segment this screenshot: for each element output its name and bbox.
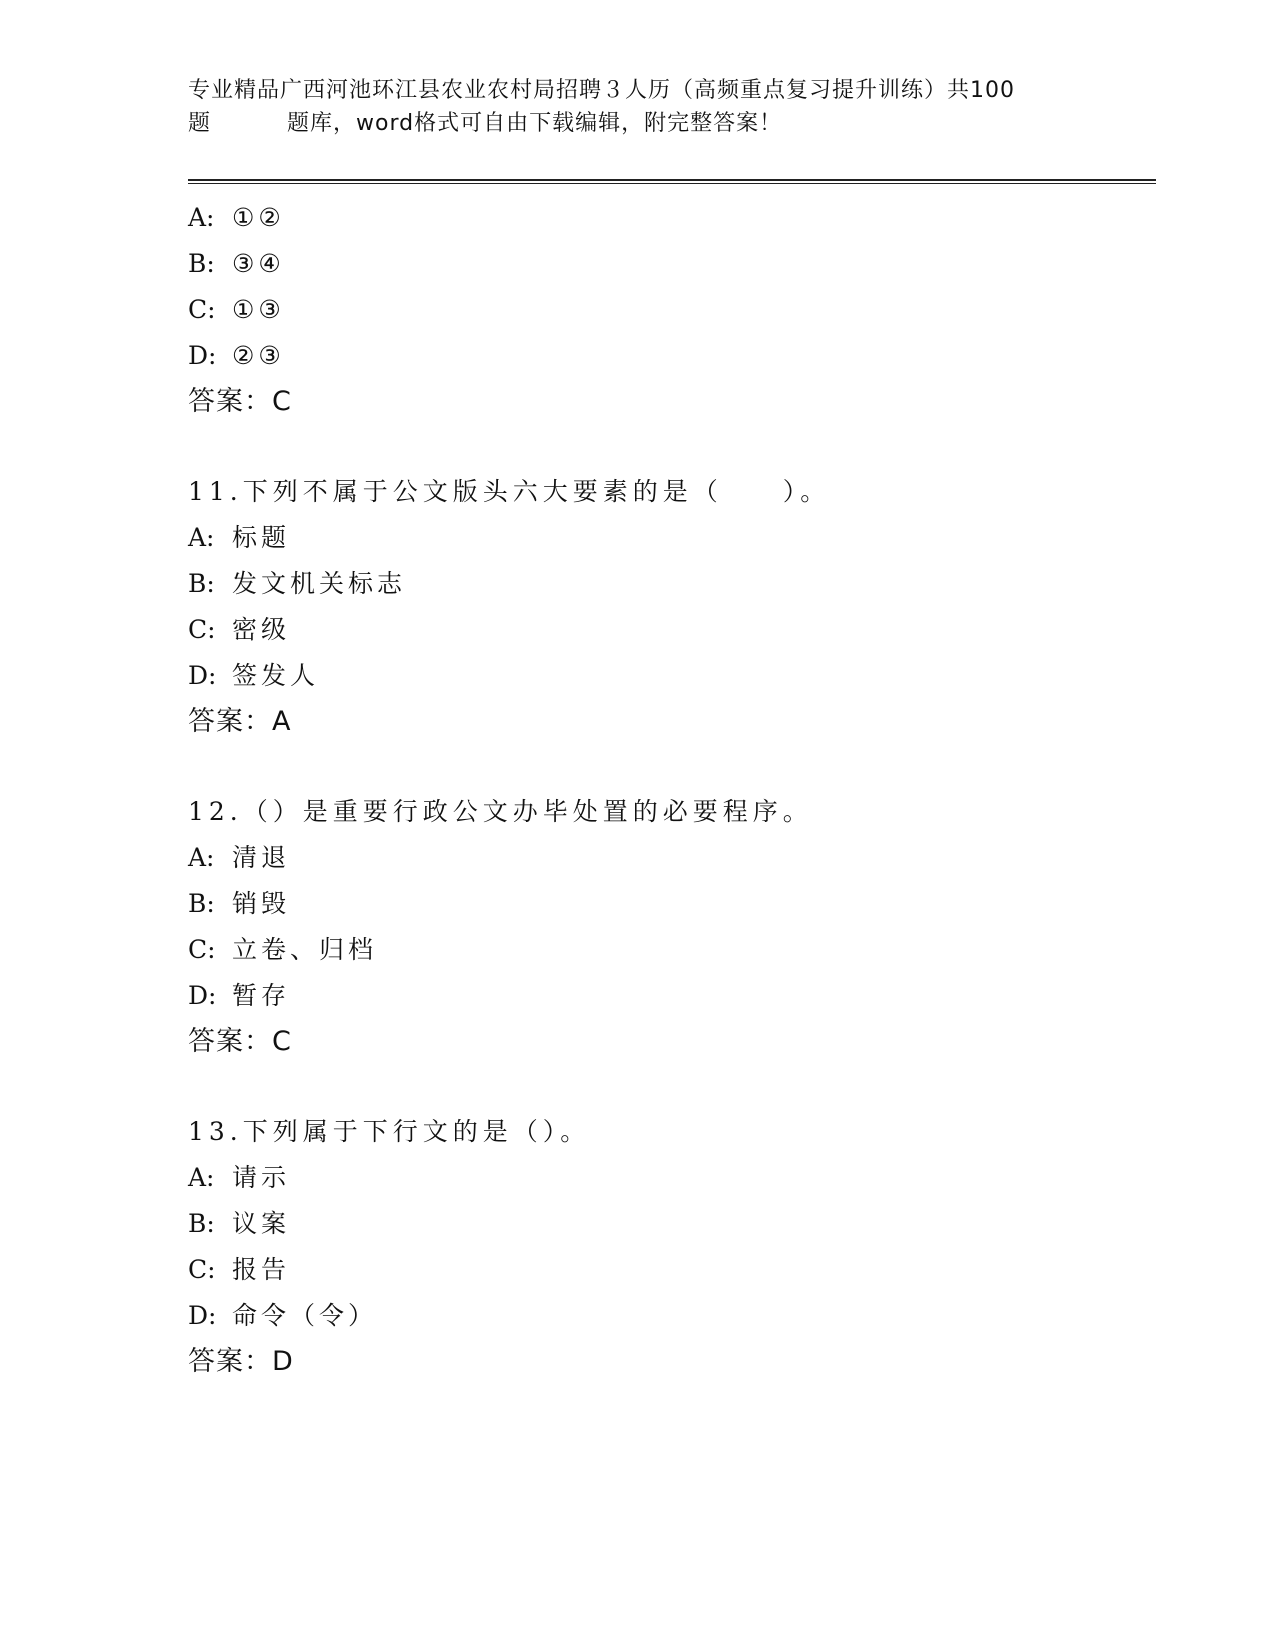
option-label: C: <box>188 1255 216 1284</box>
option-row <box>188 561 1148 607</box>
option-text: ③④ <box>232 249 285 278</box>
question-stem: 12.（）是重要行政公文办毕处置的必要程序。 <box>188 797 813 826</box>
option-row <box>188 653 1148 699</box>
option-row <box>188 607 1148 653</box>
option-row <box>188 835 1148 881</box>
option-row <box>188 1293 1148 1339</box>
header-line2-rest: 题库，word格式可自由下载编辑，附完整答案！ <box>287 111 783 136</box>
option-text: ②③ <box>232 341 285 370</box>
option-label: D: <box>188 1301 217 1330</box>
option-label: A: <box>188 203 215 232</box>
header-divider-thick <box>188 179 1156 181</box>
option-label: D: <box>188 341 217 370</box>
option-text: 命令（令） <box>232 1301 378 1330</box>
option-label: D: <box>188 661 217 690</box>
answer-line: 答案：C <box>188 1026 292 1057</box>
option-label: A: <box>188 843 215 872</box>
option-text: 请示 <box>232 1163 291 1192</box>
option-row <box>188 927 1148 973</box>
option-text: ①③ <box>232 295 285 324</box>
option-text: 立卷、归档 <box>232 935 378 964</box>
option-label: C: <box>188 935 216 964</box>
document-header <box>188 74 1088 140</box>
option-row <box>188 515 1148 561</box>
option-label: C: <box>188 295 216 324</box>
option-row <box>188 1201 1148 1247</box>
option-label: B: <box>188 249 215 278</box>
answer-line: 答案：C <box>188 386 292 417</box>
option-text: 报告 <box>232 1255 291 1284</box>
option-label: B: <box>188 569 215 598</box>
option-text: 密级 <box>232 615 291 644</box>
option-row <box>188 1155 1148 1201</box>
question-stem: 13.下列属于下行文的是（）。 <box>188 1117 591 1146</box>
answer-line: 答案：A <box>188 706 292 737</box>
question-list <box>188 195 1148 1385</box>
option-text: 销毁 <box>232 889 291 918</box>
option-text: ①② <box>232 203 285 232</box>
header-line2-start: 题 <box>188 111 212 136</box>
option-label: A: <box>188 1163 215 1192</box>
option-text: 发文机关标志 <box>232 569 407 598</box>
option-row <box>188 333 1148 379</box>
option-label: D: <box>188 981 217 1010</box>
option-label: A: <box>188 523 215 552</box>
option-label: B: <box>188 1209 215 1238</box>
header-title-line2 <box>188 107 1088 140</box>
option-row <box>188 1247 1148 1293</box>
question-stem: 11.下列不属于公文版头六大要素的是（ ）。 <box>188 477 831 506</box>
option-row <box>188 973 1148 1019</box>
option-text: 清退 <box>232 843 291 872</box>
option-row <box>188 287 1148 333</box>
option-row <box>188 881 1148 927</box>
option-text: 议案 <box>232 1209 291 1238</box>
answer-line: 答案：D <box>188 1346 294 1377</box>
option-row <box>188 195 1148 241</box>
header-title-line1: 专业精品广西河池环江县农业农村局招聘３人历（高频重点复习提升训练）共100 <box>188 78 1015 103</box>
option-row <box>188 241 1148 287</box>
option-text: 标题 <box>232 523 291 552</box>
header-divider-thin <box>188 183 1156 184</box>
option-label: C: <box>188 615 216 644</box>
option-label: B: <box>188 889 215 918</box>
option-text: 签发人 <box>232 661 320 690</box>
option-text: 暂存 <box>232 981 291 1010</box>
